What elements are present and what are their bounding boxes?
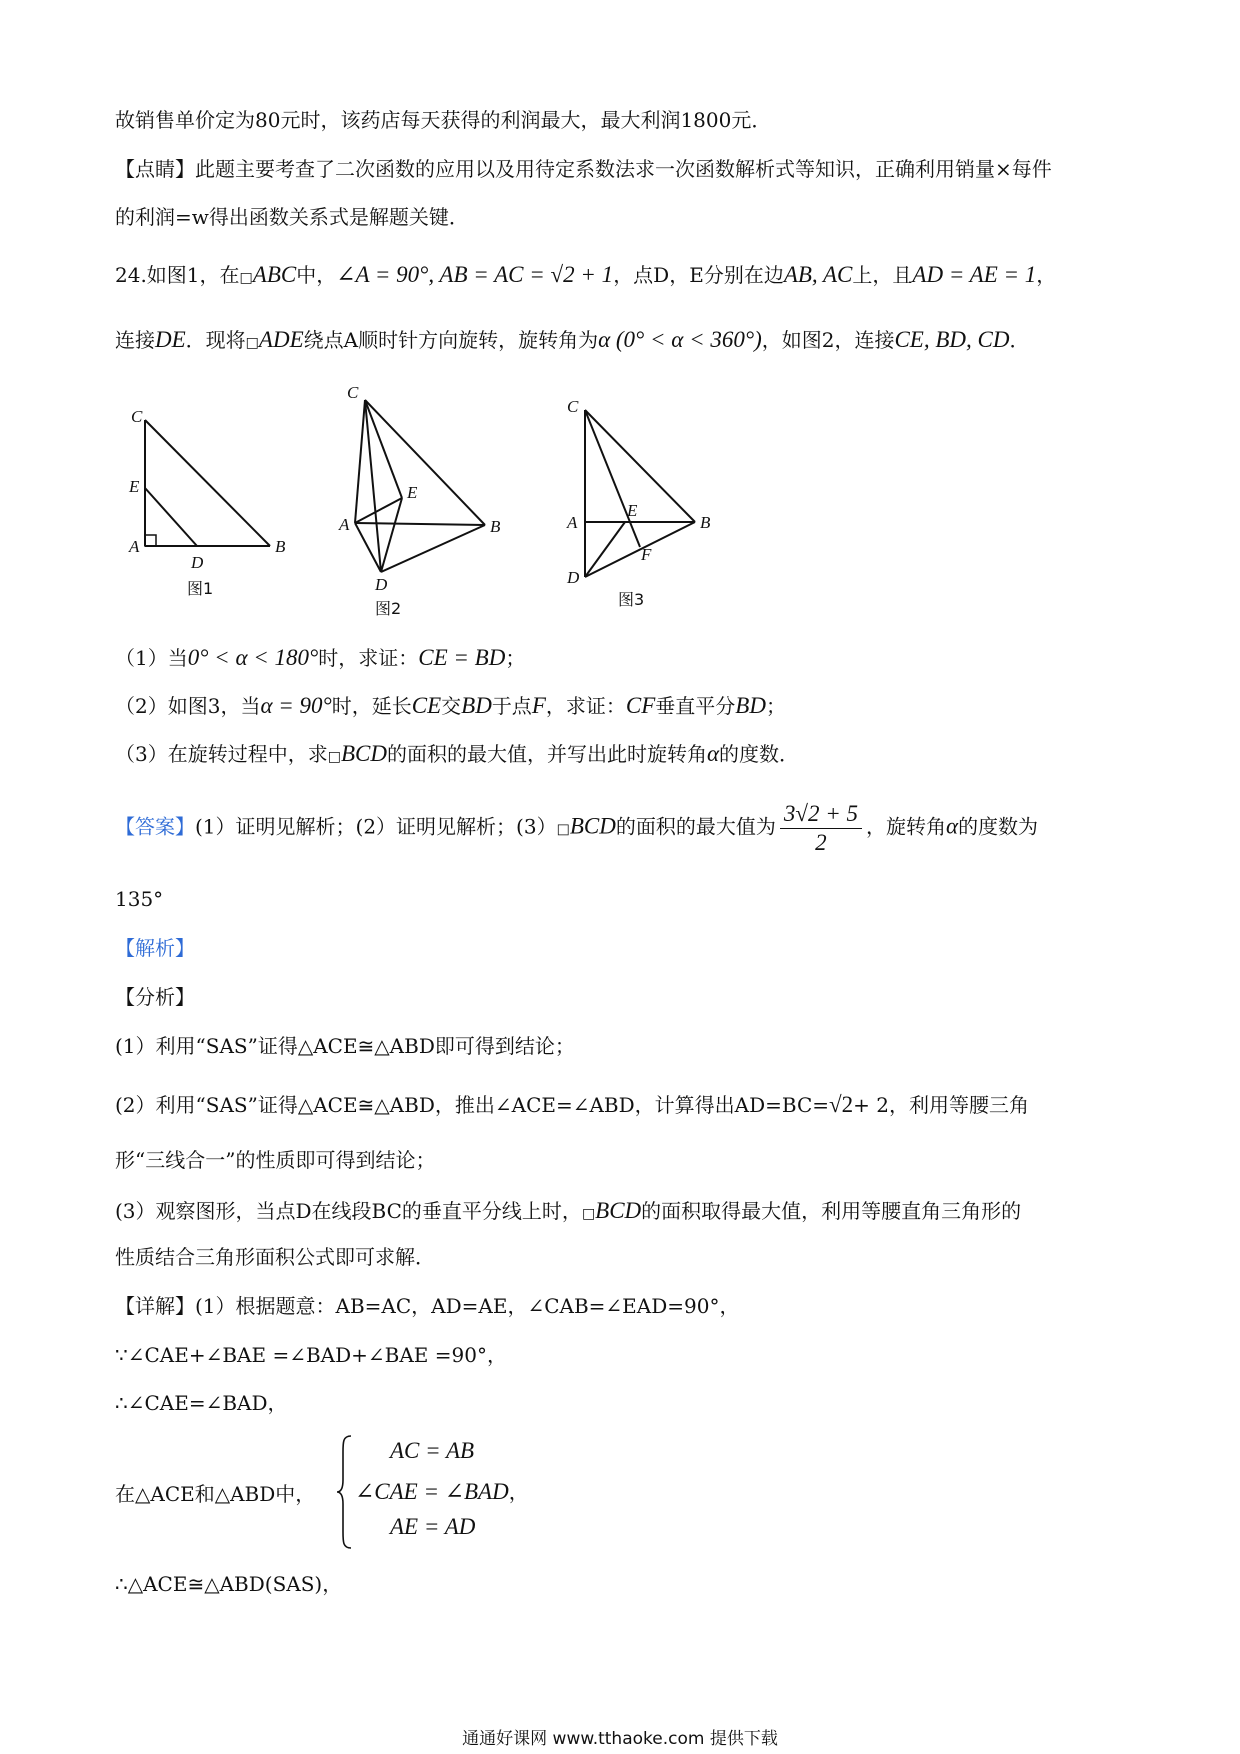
answer-fraction: $\frac{3√2 + 5}{2}$ bbox=[780, 800, 862, 856]
fig2-label-d: D bbox=[375, 575, 388, 594]
analysis-3-cont: 性质结合三角形面积公式即可求解． bbox=[115, 1245, 435, 1269]
fig1-label-d: D bbox=[191, 553, 204, 572]
analysis-2: (2）利用“SAS”证得△ACE≅△ABD，推出∠ACE=∠ABD，计算得出AD=BC=√2+ 2，利用等腰三角 bbox=[115, 1092, 1029, 1117]
system-row-1: AC = AB bbox=[390, 1438, 475, 1463]
analysis-2-cont: 形“三线合一”的性质即可得到结论； bbox=[115, 1148, 436, 1172]
fig2-caption: 图2 bbox=[375, 599, 402, 618]
text-line: 【点睛】此题主要考查了二次函数的应用以及用待定系数法求一次函数解析式等知识，正确利用销量×每件 bbox=[115, 157, 1052, 181]
sub-question-3: （3）在旋转过程中，求□BCD的面积的最大值，并写出此时旋转角α的度数． bbox=[115, 741, 800, 766]
system-row-2: ∠CAE = ∠BAD， bbox=[355, 1479, 529, 1504]
detail-3: ∴∠CAE=∠BAD， bbox=[115, 1391, 288, 1415]
fig3-label-c: C bbox=[567, 397, 579, 416]
fig3-label-a: A bbox=[567, 513, 578, 532]
left-brace-icon bbox=[335, 1432, 355, 1552]
text-line: 故销售单价定为80元时，该药店每天获得的利润最大，最大利润1800元． bbox=[115, 108, 772, 132]
answer-line: 【答案】(1）证明见解析；(2）证明见解析；(3）□BCD的面积的最大值为 $\frac{3√2 + 5}{2}$ ，旋转角α的度数为 bbox=[115, 801, 1039, 855]
figure-3 bbox=[555, 390, 735, 620]
analysis-1: (1）利用“SAS”证得△ACE≅△ABD即可得到结论； bbox=[115, 1034, 575, 1058]
fig1-label-a: A bbox=[129, 537, 140, 556]
fig3-label-e: E bbox=[627, 501, 638, 520]
answer-tag: 【答案】 bbox=[115, 814, 195, 839]
footer-credit: 通通好课网 www.tthaoke.com 提供下载 bbox=[462, 1729, 778, 1749]
fig1-label-b: B bbox=[275, 537, 286, 556]
analysis-3: (3）观察图形，当点D在线段BC的垂直平分线上时，□BCD的面积取得最大值，利用等腰直角三角形的 bbox=[115, 1198, 1022, 1223]
fig2-label-e: E bbox=[407, 483, 418, 502]
fig3-caption: 图3 bbox=[618, 590, 645, 609]
fig1-label-e: E bbox=[129, 477, 140, 496]
question-24-line-2: 连接DE．现将□ADE绕点A顺时针方向旋转，旋转角为α (0° < α < 360°)，如图2，连接CE, BD, CD． bbox=[115, 327, 1030, 352]
figure-2 bbox=[335, 380, 515, 620]
answer-value: 135° bbox=[115, 887, 164, 911]
sub-question-1: （1）当0° < α < 180°时，求证：CE = BD； bbox=[115, 645, 526, 670]
fig1-label-c: C bbox=[131, 407, 143, 426]
fig3-label-d: D bbox=[567, 568, 580, 587]
detail-1: 【详解】(1）根据题意：AB=AC，AD=AE，∠CAB=∠EAD=90°， bbox=[115, 1294, 740, 1318]
detail-2: ∵∠CAE+∠BAE =∠BAD+∠BAE =90°， bbox=[115, 1343, 507, 1367]
section-fenxi: 【分析】 bbox=[115, 985, 195, 1009]
detail-4: ∴△ACE≅△ABD(SAS)， bbox=[115, 1572, 343, 1596]
section-jiexi: 【解析】 bbox=[115, 936, 195, 960]
system-row-3: AE = AD bbox=[390, 1514, 476, 1539]
question-24-line-1: 24.如图1，在□ABC中，∠A = 90°, AB = AC = √2 + 1，点D，E分别在边AB, AC上，且AD = AE = 1， bbox=[115, 262, 1057, 287]
fig3-label-f: F bbox=[641, 545, 652, 564]
fig3-label-b: B bbox=[700, 513, 711, 532]
equation-system bbox=[115, 1432, 615, 1552]
figure-1 bbox=[125, 400, 295, 600]
text-line: 的利润=w得出函数关系式是解题关键． bbox=[115, 205, 469, 229]
system-label: 在△ACE和△ABD中， bbox=[115, 1482, 316, 1506]
fig2-label-c: C bbox=[347, 383, 359, 402]
fig2-label-a: A bbox=[339, 515, 350, 534]
sub-question-2: （2）如图3，当α = 90°时，延长CE交BD于点F，求证：CF垂直平分BD； bbox=[115, 693, 786, 718]
fig1-caption: 图1 bbox=[187, 579, 214, 598]
fig2-label-b: B bbox=[490, 517, 501, 536]
